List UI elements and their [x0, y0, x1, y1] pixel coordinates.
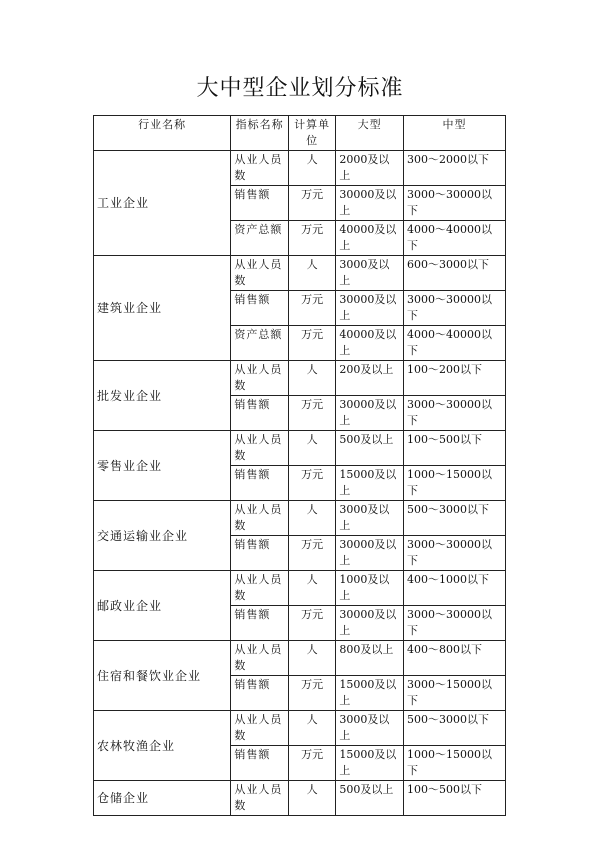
unit-cell: 人	[288, 641, 335, 676]
table-row	[94, 641, 506, 676]
medium-threshold-cell: 3000～30000以下	[403, 186, 505, 221]
metric-name-cell: 销售额	[231, 466, 289, 501]
medium-threshold-cell: 3000～30000以下	[403, 536, 505, 571]
unit-cell: 万元	[288, 186, 335, 221]
industry-name-cell: 工业企业	[94, 151, 231, 256]
metric-name-cell: 销售额	[231, 676, 289, 711]
metric-name-cell: 资产总额	[231, 326, 289, 361]
large-threshold-cell: 200及以上	[336, 361, 404, 396]
unit-cell: 万元	[288, 221, 335, 256]
medium-threshold-cell: 600～3000以下	[403, 256, 505, 291]
table-header-row	[94, 116, 506, 151]
medium-threshold-cell: 3000～30000以下	[403, 396, 505, 431]
large-threshold-cell: 15000及以上	[336, 676, 404, 711]
large-threshold-cell: 30000及以上	[336, 186, 404, 221]
header-metric: 指标名称	[231, 116, 289, 151]
metric-name-cell: 从业人员数	[231, 431, 289, 466]
metric-name-cell: 从业人员数	[231, 711, 289, 746]
medium-threshold-cell: 3000～30000以下	[403, 291, 505, 326]
metric-name-cell: 销售额	[231, 291, 289, 326]
large-threshold-cell: 3000及以上	[336, 501, 404, 536]
medium-threshold-cell: 1000～15000以下	[403, 746, 505, 781]
unit-cell: 万元	[288, 396, 335, 431]
unit-cell: 人	[288, 781, 335, 816]
unit-cell: 万元	[288, 291, 335, 326]
metric-name-cell: 从业人员数	[231, 501, 289, 536]
industry-name-cell: 批发业企业	[94, 361, 231, 431]
metric-name-cell: 销售额	[231, 606, 289, 641]
metric-name-cell: 从业人员数	[231, 781, 289, 816]
unit-cell: 人	[288, 711, 335, 746]
large-threshold-cell: 30000及以上	[336, 291, 404, 326]
unit-cell: 万元	[288, 536, 335, 571]
medium-threshold-cell: 400～800以下	[403, 641, 505, 676]
table-row	[94, 571, 506, 606]
metric-name-cell: 从业人员数	[231, 151, 289, 186]
table-body	[94, 151, 506, 816]
industry-name-cell: 仓储企业	[94, 781, 231, 816]
header-large: 大型	[336, 116, 404, 151]
large-threshold-cell: 2000及以上	[336, 151, 404, 186]
metric-name-cell: 从业人员数	[231, 361, 289, 396]
unit-cell: 人	[288, 361, 335, 396]
large-threshold-cell: 40000及以上	[336, 221, 404, 256]
medium-threshold-cell: 500～3000以下	[403, 501, 505, 536]
medium-threshold-cell: 3000～15000以下	[403, 676, 505, 711]
table-row	[94, 151, 506, 186]
large-threshold-cell: 500及以上	[336, 781, 404, 816]
large-threshold-cell: 800及以上	[336, 641, 404, 676]
metric-name-cell: 销售额	[231, 186, 289, 221]
unit-cell: 人	[288, 431, 335, 466]
standards-table	[93, 115, 506, 816]
large-threshold-cell: 30000及以上	[336, 536, 404, 571]
industry-name-cell: 农林牧渔企业	[94, 711, 231, 781]
unit-cell: 万元	[288, 606, 335, 641]
industry-name-cell: 邮政业企业	[94, 571, 231, 641]
medium-threshold-cell: 1000～15000以下	[403, 466, 505, 501]
industry-name-cell: 建筑业企业	[94, 256, 231, 361]
unit-cell: 万元	[288, 466, 335, 501]
industry-name-cell: 交通运输业企业	[94, 501, 231, 571]
medium-threshold-cell: 100～500以下	[403, 431, 505, 466]
large-threshold-cell: 3000及以上	[336, 711, 404, 746]
medium-threshold-cell: 4000～40000以下	[403, 326, 505, 361]
page-title: 大中型企业划分标准	[196, 76, 404, 101]
metric-name-cell: 销售额	[231, 536, 289, 571]
medium-threshold-cell: 100～500以下	[403, 781, 505, 816]
medium-threshold-cell: 400～1000以下	[403, 571, 505, 606]
large-threshold-cell: 15000及以上	[336, 466, 404, 501]
medium-threshold-cell: 300～2000以下	[403, 151, 505, 186]
unit-cell: 万元	[288, 746, 335, 781]
unit-cell: 人	[288, 501, 335, 536]
large-threshold-cell: 30000及以上	[336, 606, 404, 641]
medium-threshold-cell: 100～200以下	[403, 361, 505, 396]
header-medium: 中型	[403, 116, 505, 151]
industry-name-cell: 住宿和餐饮业企业	[94, 641, 231, 711]
medium-threshold-cell: 500～3000以下	[403, 711, 505, 746]
standards-table-container	[93, 115, 509, 812]
unit-cell: 人	[288, 151, 335, 186]
unit-cell: 人	[288, 571, 335, 606]
unit-cell: 万元	[288, 326, 335, 361]
large-threshold-cell: 40000及以上	[336, 326, 404, 361]
medium-threshold-cell: 4000～40000以下	[403, 221, 505, 256]
unit-cell: 万元	[288, 676, 335, 711]
table-row	[94, 711, 506, 746]
table-row	[94, 781, 506, 816]
large-threshold-cell: 30000及以上	[336, 396, 404, 431]
unit-cell: 人	[288, 256, 335, 291]
table-row	[94, 501, 506, 536]
table-row	[94, 431, 506, 466]
header-industry: 行业名称	[94, 116, 231, 151]
table-row	[94, 361, 506, 396]
table-row	[94, 256, 506, 291]
large-threshold-cell: 15000及以上	[336, 746, 404, 781]
medium-threshold-cell: 3000～30000以下	[403, 606, 505, 641]
metric-name-cell: 资产总额	[231, 221, 289, 256]
industry-name-cell: 零售业企业	[94, 431, 231, 501]
metric-name-cell: 从业人员数	[231, 641, 289, 676]
large-threshold-cell: 500及以上	[336, 431, 404, 466]
large-threshold-cell: 3000及以上	[336, 256, 404, 291]
header-unit: 计算单位	[288, 116, 335, 151]
large-threshold-cell: 1000及以上	[336, 571, 404, 606]
metric-name-cell: 销售额	[231, 396, 289, 431]
metric-name-cell: 从业人员数	[231, 571, 289, 606]
metric-name-cell: 从业人员数	[231, 256, 289, 291]
metric-name-cell: 销售额	[231, 746, 289, 781]
